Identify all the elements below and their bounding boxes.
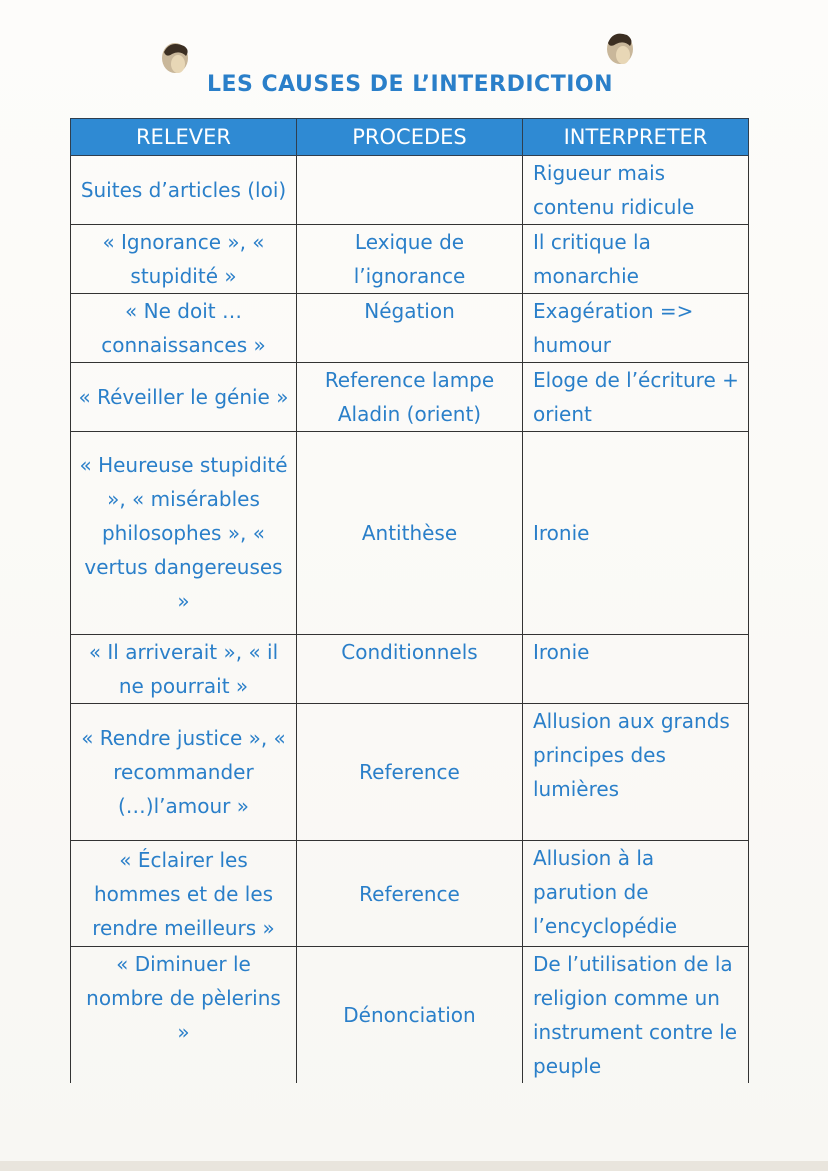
procedes-cell: Lexique de l’ignorance [297, 225, 523, 294]
paper-edge [0, 1161, 828, 1171]
table-row [71, 294, 749, 363]
relever-cell: « Réveiller le génie » [71, 363, 297, 432]
punch-hole-icon [603, 27, 637, 67]
table-row [71, 635, 749, 704]
table-row [71, 225, 749, 294]
procedes-cell: Reference [297, 841, 523, 947]
relever-cell: « Il arriverait », « il ne pourrait » [71, 635, 297, 704]
relever-cell: « Rendre justice », « recommander (…)l’amour » [71, 704, 297, 841]
interpreter-cell: Ironie [523, 635, 749, 704]
interpreter-cell: Ironie [523, 432, 749, 635]
procedes-cell: Antithèse [297, 432, 523, 635]
interpreter-cell: De l’utilisation de la religion comme un instrument contre le peuple [523, 947, 749, 1084]
table-row [71, 432, 749, 635]
table-row [71, 363, 749, 432]
relever-cell: Suites d’articles (loi) [71, 156, 297, 225]
interpreter-cell: Rigueur mais contenu ridicule [523, 156, 749, 225]
procedes-cell: Reference lampe Aladin (orient) [297, 363, 523, 432]
interpreter-cell: Il critique la monarchie [523, 225, 749, 294]
table-row [71, 156, 749, 225]
relever-cell: « Ne doit … connaissances » [71, 294, 297, 363]
interpreter-cell: Allusion aux grands principes des lumières [523, 704, 749, 841]
interpreter-cell: Allusion à la parution de l’encyclopédie [523, 841, 749, 947]
procedes-cell: Dénonciation [297, 947, 523, 1084]
table-header-row [71, 119, 749, 156]
column-header-relever: RELEVER [71, 119, 297, 156]
relever-cell: « Éclairer les hommes et de les rendre meilleurs » [71, 841, 297, 947]
procedes-cell: Conditionnels [297, 635, 523, 704]
page-title: LES CAUSES DE L’INTERDICTION [206, 72, 614, 97]
procedes-cell: Négation [297, 294, 523, 363]
table-row [71, 947, 749, 1084]
table-row [71, 841, 749, 947]
interpreter-cell: Exagération => humour [523, 294, 749, 363]
relever-cell: « Ignorance », « stupidité » [71, 225, 297, 294]
relever-cell: « Diminuer le nombre de pèlerins » [71, 947, 297, 1084]
relever-cell: « Heureuse stupidité », « misérables philosophes », « vertus dangereuses » [71, 432, 297, 635]
column-header-procedes: PROCEDES [297, 119, 523, 156]
analysis-table [70, 118, 749, 1083]
table-row [71, 704, 749, 841]
procedes-cell [297, 156, 523, 225]
procedes-cell: Reference [297, 704, 523, 841]
interpreter-cell: Eloge de l’écriture + orient [523, 363, 749, 432]
column-header-interpreter: INTERPRETER [523, 119, 749, 156]
